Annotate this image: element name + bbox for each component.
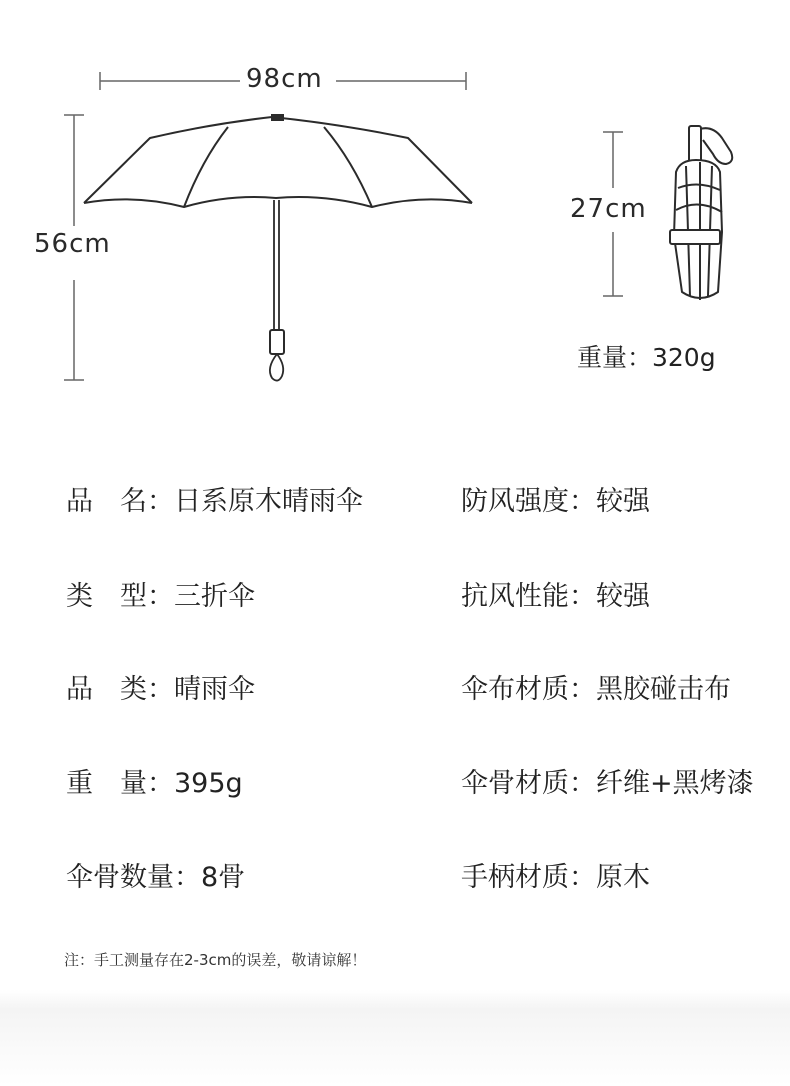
spec-row-wind-resistance: [461, 583, 650, 610]
umbrella-tip: [271, 114, 284, 121]
spec-row-fabric: [461, 676, 731, 703]
spec-row-weight: [66, 770, 243, 797]
folded-umbrella: [670, 126, 732, 300]
spec-label: 重 量：: [66, 768, 174, 799]
measurement-note: 注：手工测量存在2-3cm的误差，敬请谅解！: [64, 951, 367, 969]
spec-label: 抗风性能：: [461, 581, 596, 612]
spec-value: 395g: [174, 768, 243, 799]
spec-label: 手柄材质：: [461, 862, 596, 893]
spec-row-type: [66, 583, 255, 610]
spec-value: 日系原木晴雨伞: [174, 486, 363, 517]
open-umbrella-diagram: [0, 0, 520, 400]
folded-length-label: 27cm: [570, 194, 647, 224]
height-label: 56cm: [34, 229, 111, 259]
spec-row-category: [66, 676, 255, 703]
spec-label: 类 型：: [66, 581, 174, 612]
spec-value: 原木: [596, 862, 650, 893]
spec-value: 较强: [596, 581, 650, 612]
spec-label: 防风强度：: [461, 486, 596, 517]
spec-row-wind-strength: [461, 488, 650, 515]
spec-label: 伞布材质：: [461, 674, 596, 705]
spec-value: 较强: [596, 486, 650, 517]
spec-row-rib-count: [66, 864, 245, 891]
width-label: 98cm: [246, 64, 323, 94]
spec-row-name: [66, 488, 363, 515]
umbrella-shaft: [274, 200, 279, 330]
handle-strap: [270, 354, 283, 381]
spec-value: 晴雨伞: [174, 674, 255, 705]
spec-label: 伞骨数量：: [66, 862, 201, 893]
spec-value: 黑胶碰击布: [596, 674, 731, 705]
spec-label: 品 类：: [66, 674, 174, 705]
spec-row-ribs-material: [461, 770, 754, 797]
spec-value: 纤维+黑烤漆: [596, 768, 754, 799]
spec-value: 8骨: [201, 862, 246, 893]
spec-value: 三折伞: [174, 581, 255, 612]
umbrella-handle: [270, 330, 284, 354]
spec-label: 伞骨材质：: [461, 768, 596, 799]
spec-label: 品 名：: [66, 486, 174, 517]
spec-row-handle-material: [461, 864, 650, 891]
bottom-fade: [0, 990, 790, 1086]
folded-weight-label: 重量：320g: [577, 343, 716, 372]
umbrella-canopy: [84, 117, 472, 207]
